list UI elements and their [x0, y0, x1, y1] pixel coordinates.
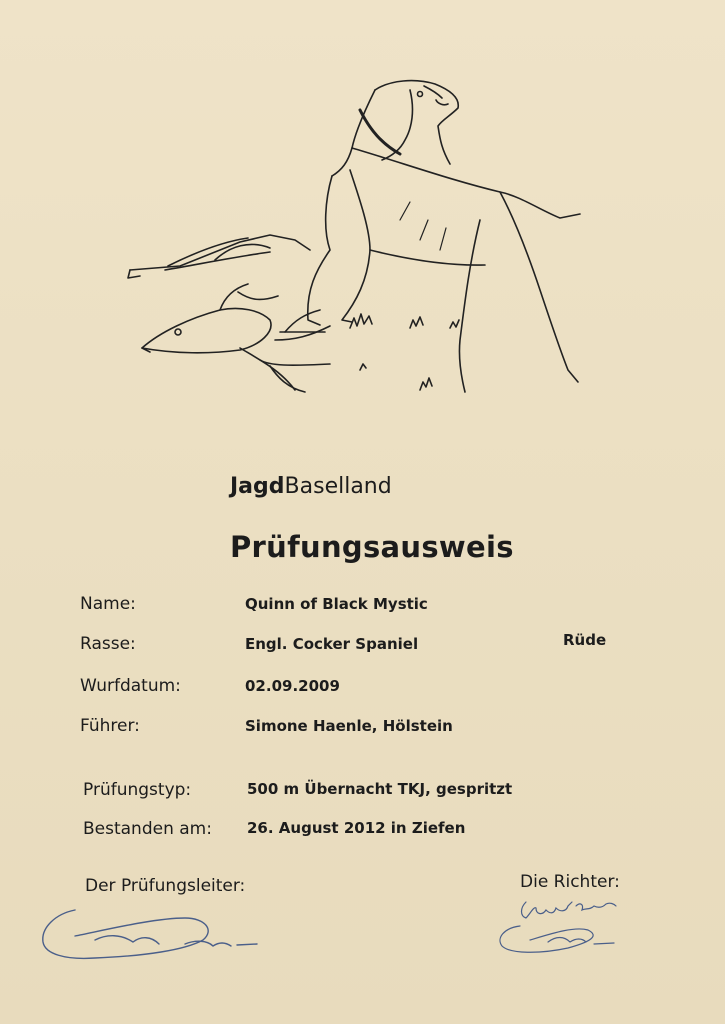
document-title: Prüfungsausweis: [230, 530, 514, 564]
field-value-passed-on: 26. August 2012 in Ziefen: [247, 819, 466, 837]
field-label-breed: Rasse:: [80, 634, 136, 654]
field-row-handler: [0, 716, 725, 746]
judges-signatures: [490, 896, 630, 960]
field-row-passed-on: [0, 819, 725, 849]
field-row-breed: [0, 631, 725, 664]
brand-part-jagd: Jagd: [230, 474, 285, 499]
brand-part-baselland: Baselland: [284, 474, 392, 499]
field-label-handler: Führer:: [80, 716, 140, 736]
judges-label: Die Richter:: [520, 872, 620, 892]
exam-leader-label: Der Prüfungsleiter:: [85, 876, 246, 896]
field-row-name: [0, 594, 725, 624]
field-value-sex: Rüde: [563, 631, 607, 649]
field-value-birthdate: 02.09.2009: [245, 677, 340, 695]
field-value-breed: Engl. Cocker Spaniel: [245, 635, 419, 653]
field-label-birthdate: Wurfdatum:: [80, 676, 181, 696]
field-value-handler: Simone Haenle, Hölstein: [245, 717, 453, 735]
field-label-passed-on: Bestanden am:: [83, 819, 212, 839]
brand-logo-text: [230, 474, 392, 499]
field-value-name: Quinn of Black Mystic: [245, 595, 428, 613]
field-row-birthdate: [0, 676, 725, 706]
field-value-test-type: 500 m Übernacht TKJ, gespritzt: [247, 780, 513, 798]
field-label-test-type: Prüfungstyp:: [83, 780, 192, 800]
field-row-test-type: [0, 780, 725, 810]
exam-leader-signature: [35, 900, 265, 970]
field-label-name: Name:: [80, 594, 136, 614]
dog-and-deer-illustration: [120, 70, 590, 410]
